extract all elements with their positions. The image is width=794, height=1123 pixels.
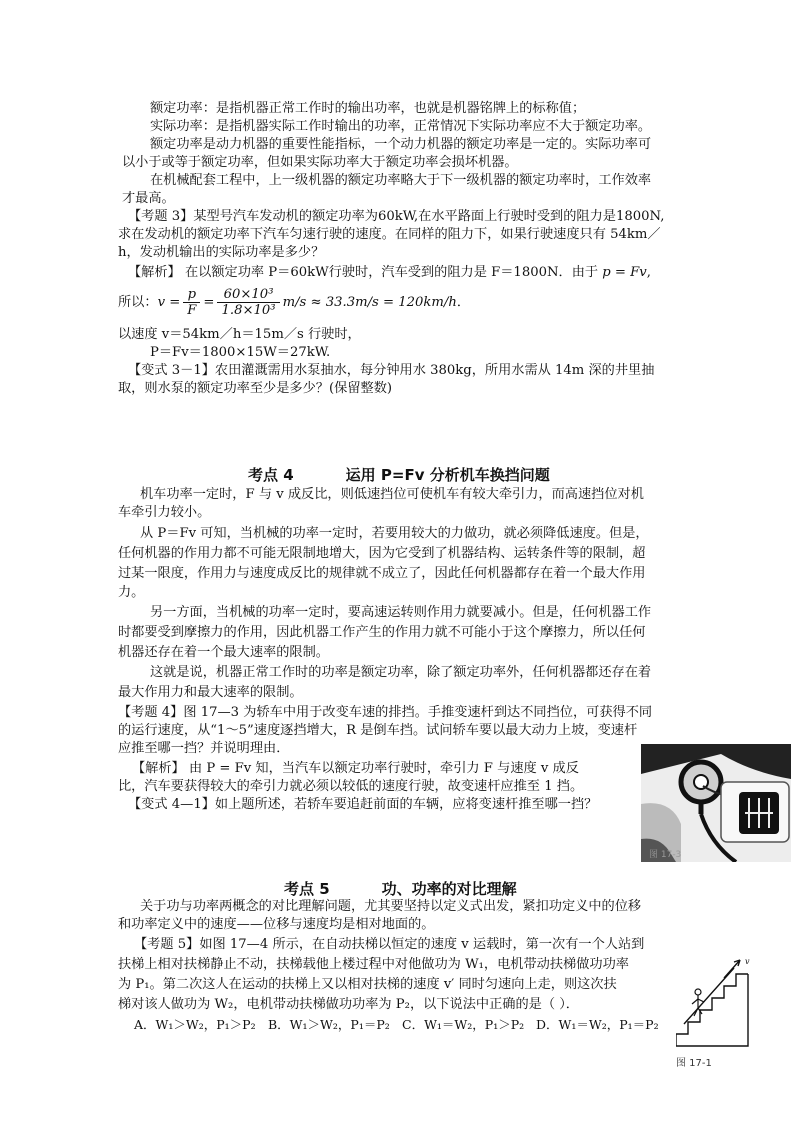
period: ． (456, 295, 471, 310)
example-5-line: 扶梯上相对扶梯静止不动，扶梯载他上楼过程中对他做功为 W₁，电机带动扶梯做功功率 (118, 957, 629, 972)
section-title: 运用 P=Fv 分析机车换挡问题 (345, 466, 550, 484)
fraction-denominator: F (187, 303, 197, 318)
text-line: 力。 (118, 585, 145, 600)
example-4-line: 应推至哪一挡？并说明理由． (118, 741, 290, 756)
text-line: 时都要受到摩擦力的作用，因此机器工作产生的作用力就不可能小于这个摩擦力，所以任何 (118, 625, 646, 640)
fraction-denominator: 1.8×10³ (221, 303, 276, 318)
text-line: 这就是说，机器正常工作时的功率是额定功率，除了额定功率外，任何机器都还存在着 (150, 665, 652, 680)
example-3-line: h，发动机输出的实际功率是多少？ (118, 245, 325, 260)
text-line: 额定功率是动力机器的重要性能指标，一个动力机器的额定功率是一定的。实际功率可 (150, 137, 652, 152)
section-title: 功、功率的对比理解 (381, 880, 517, 898)
solution-3-text: 【解析】 在以额定功率 P＝60kW行驶时，汽车受到的阻力是 F＝1800N．由于 (128, 265, 603, 280)
example-3-line: 【考题 3】某型号汽车发动机的额定功率为60kW,在水平路面上行驶时受到的阻力是1800N, (128, 209, 665, 224)
option-d: D．W₁＝W₂，P₁＝P₂ (536, 1017, 659, 1032)
option-a: A．W₁＞W₂，P₁＞P₂ (134, 1017, 256, 1032)
fraction-p-over-f (183, 287, 200, 318)
speed-line: 以速度 v＝54km／h＝15m／s 行驶时， (118, 327, 361, 342)
text-line: 另一方面，当机械的功率一定时，要高速运转则作用力就要减小。但是，任何机器工作 (150, 605, 652, 620)
text-line: 以小于或等于额定功率，但如果实际功率大于额定功率会损坏机器。 (122, 155, 518, 170)
example-5-line: 为 P₁。第二次这人在运动的扶梯上又以相对扶梯的速度 v′ 同时匀速向上走，则这次扶 (118, 977, 617, 992)
text-line: 任何机器的作用力都不可能无限制地增大，因为它受到了机器结构、运转条件等的限制，超 (118, 546, 646, 561)
fraction-values (217, 287, 279, 318)
power-line: P＝Fv＝1800×15W＝27kW. (150, 345, 331, 360)
text-line: 机车功率一定时，F 与 v 成反比，则低速挡位可使机车有较大牵引力，而高速挡位对机 (140, 487, 644, 502)
variant-4-line: 【变式 4—1】如上题所述，若轿车要追赶前面的车辆，应将变速杆推至哪一挡？ (128, 797, 598, 812)
formula-p-fv: p = Fv (602, 265, 647, 280)
variant-3-line: 取，则水泵的额定功率至少是多少？(保留整数) (118, 381, 393, 396)
section-number: 考点 4 (248, 466, 294, 484)
velocity-label: v (745, 958, 750, 966)
example-5-line: 梯对该人做功为 W₂，电机带动扶梯做功功率为 P₂，以下说法中正确的是（ ）． (118, 997, 579, 1012)
escalator-figure (676, 958, 776, 1078)
figure-caption: 图 17-1 (676, 1058, 712, 1069)
text-line: 从 P＝Fv 可知，当机械的功率一定时，若要用较大的力做功，就必须降低速度。但是， (140, 526, 649, 541)
fraction-numerator: 60×10³ (217, 287, 279, 303)
text-line: 实际功率：是指机器实际工作时输出的功率，正常情况下实际功率应不大于额定功率。 (150, 119, 652, 134)
gear-shift-icon (641, 744, 791, 862)
example-5-line: 【考题 5】如图 17—4 所示，在自动扶梯以恒定的速度 v 运载时，第一次有一个人站到 (134, 937, 645, 952)
text-line: 车牵引力较小。 (118, 505, 211, 520)
fraction-numerator: p (183, 287, 200, 303)
option-c: C．W₁＝W₂，P₁＞P₂ (402, 1017, 525, 1032)
text-line: 关于功与功率两概念的对比理解问题，尤其要坚持以定义式出发，紧扣功定义中的位移 (140, 899, 642, 914)
so-prefix: 所以： (118, 295, 158, 310)
solution-3-line: 【解析】 在以额定功率 P＝60kW行驶时，汽车受到的阻力是 F＝1800N．由于 p = Fv, (128, 265, 651, 280)
text-line: 额定功率：是指机器正常工作时的输出功率，也就是机器铭牌上的标称值； (150, 101, 586, 116)
v-equals: v = (157, 295, 181, 310)
escalator-icon (676, 958, 776, 1048)
figure-caption: 图 17-3 (649, 850, 682, 860)
text-line: 过某一限度，作用力与速度成反比的规律就不成立了，因此任何机器都存在着一个最大作用 (118, 566, 646, 581)
text-line: 在机械配套工程中，上一级机器的额定功率略大于下一级机器的额定功率时，工作效率 (150, 173, 652, 188)
option-b: B．W₁＞W₂，P₁＝P₂ (268, 1017, 390, 1032)
example-4-line: 【考题 4】图 17—3 为轿车中用于改变车速的排挡。手推变速杆到达不同挡位，可获得不同 (118, 705, 653, 720)
variant-3-line: 【变式 3－1】农田灌溉需用水泵抽水，每分钟用水 380kg，所用水需从 14m 深的井里抽 (128, 363, 655, 378)
solution-4-line: 【解析】 由 P = Fv 知，当汽车以额定功率行驶时，牵引力 F 与速度 v 成反 (132, 761, 579, 776)
text-line: 机器还存在着一个最大速率的限制。 (118, 645, 329, 660)
velocity-result: m/s ≈ 33.3m/s = 120km/h (282, 295, 457, 310)
solution-4-line: 比，汽车要获得较大的牵引力就必须以较低的速度行驶，故变速杆应推至 1 挡。 (118, 779, 584, 794)
formula-velocity (118, 286, 470, 326)
text-line: 最大作用力和最大速率的限制。 (118, 685, 303, 700)
section-5-heading (284, 878, 517, 899)
example-4-line: 的运行速度，从“1～5”速度逐挡增大，R 是倒车挡。试问轿车要以最大动力上坡，变速杆 (118, 723, 638, 738)
equals-sign: = (203, 295, 215, 310)
text-line: 才最高。 (122, 191, 175, 206)
text-line: 和功率定义中的速度——位移与速度均是相对地面的。 (118, 917, 435, 932)
section-number: 考点 5 (284, 880, 330, 898)
section-4-heading (248, 464, 550, 485)
example-3-line: 求在发动机的额定功率下汽车匀速行驶的速度。在同样的阻力下，如果行驶速度只有 54km／ (118, 227, 661, 242)
gear-shift-photo (641, 744, 791, 862)
